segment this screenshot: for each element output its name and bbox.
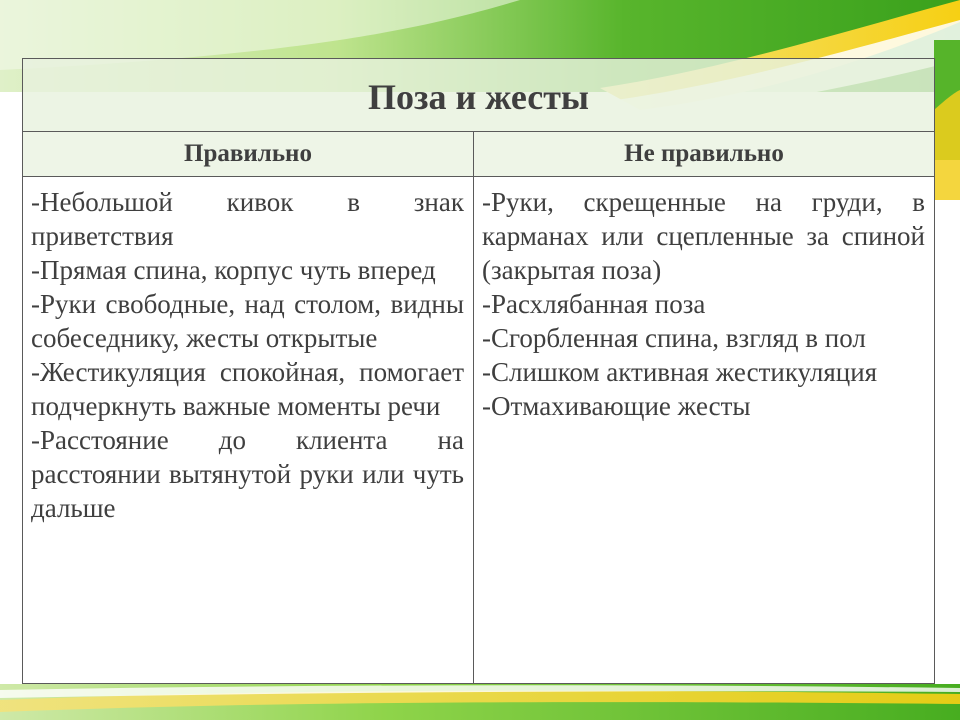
list-item: -Слишком активная жестикуляция (482, 357, 878, 387)
list-item: -Небольшой кивок в знак приветствия (31, 187, 464, 251)
list-item: -Отмахивающие жесты (482, 391, 751, 421)
list-item: -Сгорбленная спина, взгляд в пол (482, 323, 866, 353)
incorrect-list (474, 177, 935, 684)
list-item: -Руки, скрещенные на груди, в карманах или сцепленные за спиной (закрытая поза) (482, 187, 925, 285)
list-item: -Жестикуляция спокойная, помогает подчеркнуть важные моменты речи (31, 357, 464, 421)
list-item: -Расстояние до клиента на расстоянии вытянутой руки или чуть дальше (31, 425, 464, 523)
list-item: -Расхлябанная поза (482, 289, 706, 319)
title-row (23, 59, 935, 132)
content-row (23, 177, 935, 684)
list-item: -Руки свободные, над столом, видны собеседнику, жесты открытые (31, 289, 464, 353)
correct-list (23, 177, 474, 684)
header-row (23, 132, 935, 177)
column-header-incorrect: Не правильно (474, 132, 935, 177)
table-title: Поза и жесты (23, 59, 935, 132)
column-header-correct: Правильно (23, 132, 474, 177)
list-item: -Прямая спина, корпус чуть вперед (31, 255, 436, 285)
gestures-table (22, 58, 935, 684)
